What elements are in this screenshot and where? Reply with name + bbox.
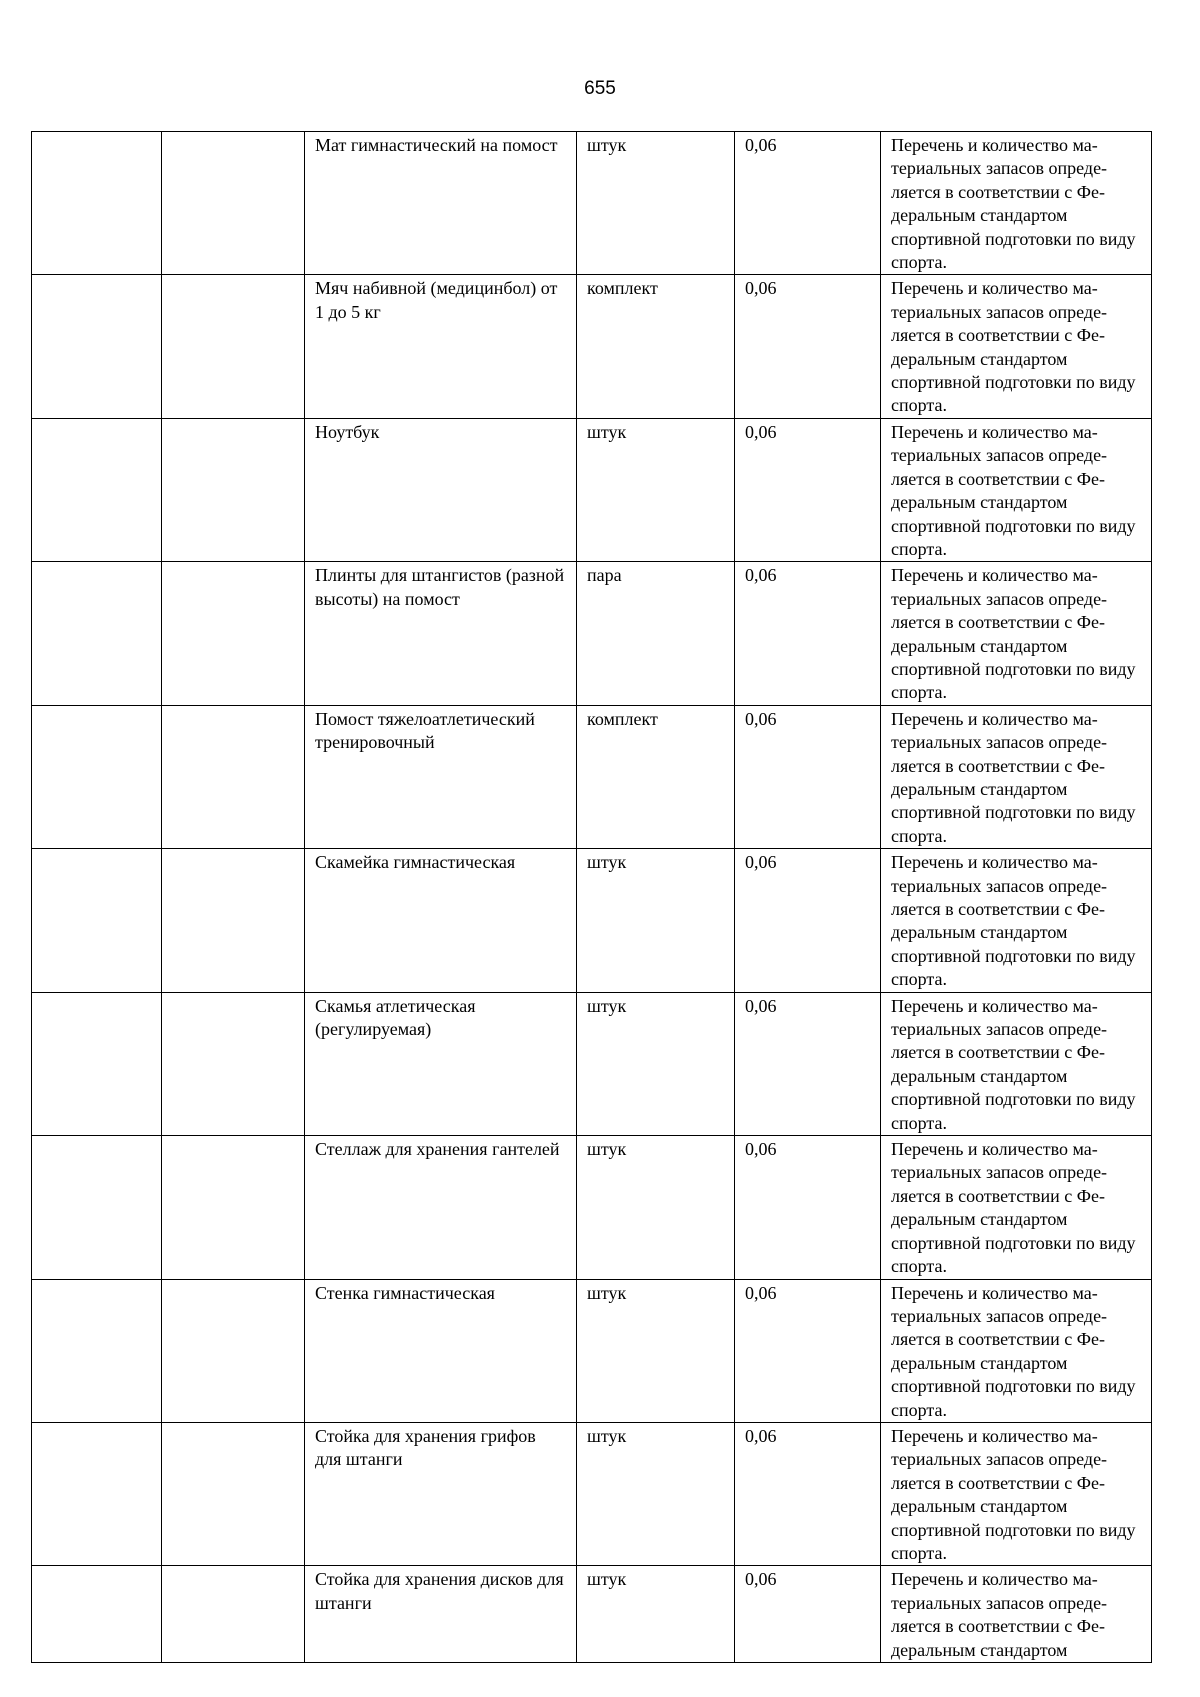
- empty-cell-1: [32, 418, 162, 561]
- empty-cell-1: [32, 562, 162, 705]
- note-cell: Перечень и количество ма-териальных запасов опреде-ляется в соответствии с Фе-деральным стандартом спортивной подготовки по виду спорта.: [881, 1279, 1152, 1422]
- note-cell: Перечень и количество ма-териальных запасов опреде-ляется в соответствии с Фе-деральным стандартом спортивной подготовки по виду спорта.: [881, 849, 1152, 992]
- unit-cell: штук: [577, 1136, 735, 1279]
- table-body: [32, 132, 1152, 1663]
- empty-cell-2: [162, 275, 305, 418]
- empty-cell-2: [162, 992, 305, 1135]
- item-name-cell: Мяч набивной (медицинбол) от 1 до 5 кг: [305, 275, 577, 418]
- table-row: [32, 418, 1152, 561]
- note-cell: Перечень и количество ма-териальных запасов опреде-ляется в соответствии с Фе-деральным стандартом спортивной подготовки по виду спорта.: [881, 418, 1152, 561]
- table-row: [32, 1422, 1152, 1565]
- note-cell: Перечень и количество ма-териальных запасов опреде-ляется в соответствии с Фе-деральным стандартом спортивной подготовки по виду спорта.: [881, 562, 1152, 705]
- item-name-cell: Стенка гимнастическая: [305, 1279, 577, 1422]
- table-row: [32, 1566, 1152, 1663]
- quantity-cell: 0,06: [735, 275, 881, 418]
- note-cell: Перечень и количество ма-териальных запасов опреде-ляется в соответствии с Фе-деральным стандартом спортивной подготовки по виду спорта.: [881, 992, 1152, 1135]
- empty-cell-1: [32, 992, 162, 1135]
- note-cell: Перечень и количество ма-териальных запасов опреде-ляется в соответствии с Фе-деральным стандартом: [881, 1566, 1152, 1663]
- quantity-cell: 0,06: [735, 849, 881, 992]
- item-name-cell: Ноутбук: [305, 418, 577, 561]
- table-row: [32, 562, 1152, 705]
- item-name-cell: Стойка для хранения дисков для штанги: [305, 1566, 577, 1663]
- empty-cell-2: [162, 418, 305, 561]
- table-row: [32, 1136, 1152, 1279]
- note-cell: Перечень и количество ма-териальных запасов опреде-ляется в соответствии с Фе-деральным стандартом спортивной подготовки по виду спорта.: [881, 275, 1152, 418]
- empty-cell-2: [162, 1279, 305, 1422]
- empty-cell-2: [162, 1422, 305, 1565]
- empty-cell-2: [162, 1566, 305, 1663]
- table-row: [32, 275, 1152, 418]
- quantity-cell: 0,06: [735, 418, 881, 561]
- unit-cell: штук: [577, 992, 735, 1135]
- empty-cell-1: [32, 1566, 162, 1663]
- empty-cell-2: [162, 132, 305, 275]
- quantity-cell: 0,06: [735, 992, 881, 1135]
- empty-cell-2: [162, 705, 305, 848]
- unit-cell: штук: [577, 1422, 735, 1565]
- item-name-cell: Мат гимнастический на помост: [305, 132, 577, 275]
- empty-cell-1: [32, 1136, 162, 1279]
- quantity-cell: 0,06: [735, 1279, 881, 1422]
- empty-cell-1: [32, 275, 162, 418]
- item-name-cell: Скамейка гимнастическая: [305, 849, 577, 992]
- quantity-cell: 0,06: [735, 1566, 881, 1663]
- item-name-cell: Скамья атлетическая (регулируемая): [305, 992, 577, 1135]
- empty-cell-1: [32, 705, 162, 848]
- quantity-cell: 0,06: [735, 132, 881, 275]
- item-name-cell: Стеллаж для хранения гантелей: [305, 1136, 577, 1279]
- empty-cell-1: [32, 1279, 162, 1422]
- quantity-cell: 0,06: [735, 705, 881, 848]
- table-row: [32, 849, 1152, 992]
- unit-cell: комплект: [577, 275, 735, 418]
- table-row: [32, 992, 1152, 1135]
- quantity-cell: 0,06: [735, 1136, 881, 1279]
- empty-cell-1: [32, 849, 162, 992]
- note-cell: Перечень и количество ма-териальных запасов опреде-ляется в соответствии с Фе-деральным стандартом спортивной подготовки по виду спорта.: [881, 1136, 1152, 1279]
- equipment-table: [31, 131, 1152, 1663]
- table-row: [32, 132, 1152, 275]
- table-row: [32, 1279, 1152, 1422]
- empty-cell-2: [162, 1136, 305, 1279]
- unit-cell: штук: [577, 1279, 735, 1422]
- unit-cell: штук: [577, 1566, 735, 1663]
- note-cell: Перечень и количество ма-териальных запасов опреде-ляется в соответствии с Фе-деральным стандартом спортивной подготовки по виду спорта.: [881, 1422, 1152, 1565]
- note-cell: Перечень и количество ма-териальных запасов опреде-ляется в соответствии с Фе-деральным стандартом спортивной подготовки по виду спорта.: [881, 132, 1152, 275]
- empty-cell-2: [162, 562, 305, 705]
- note-cell: Перечень и количество ма-териальных запасов опреде-ляется в соответствии с Фе-деральным стандартом спортивной подготовки по виду спорта.: [881, 705, 1152, 848]
- page-number: 655: [584, 78, 616, 99]
- item-name-cell: Стойка для хранения грифов для штанги: [305, 1422, 577, 1565]
- quantity-cell: 0,06: [735, 1422, 881, 1565]
- quantity-cell: 0,06: [735, 562, 881, 705]
- unit-cell: штук: [577, 849, 735, 992]
- empty-cell-2: [162, 849, 305, 992]
- item-name-cell: Плинты для штангистов (разной высоты) на помост: [305, 562, 577, 705]
- empty-cell-1: [32, 132, 162, 275]
- empty-cell-1: [32, 1422, 162, 1565]
- unit-cell: пара: [577, 562, 735, 705]
- unit-cell: штук: [577, 418, 735, 561]
- table-row: [32, 705, 1152, 848]
- unit-cell: штук: [577, 132, 735, 275]
- unit-cell: комплект: [577, 705, 735, 848]
- item-name-cell: Помост тяжелоатлетический тренировочный: [305, 705, 577, 848]
